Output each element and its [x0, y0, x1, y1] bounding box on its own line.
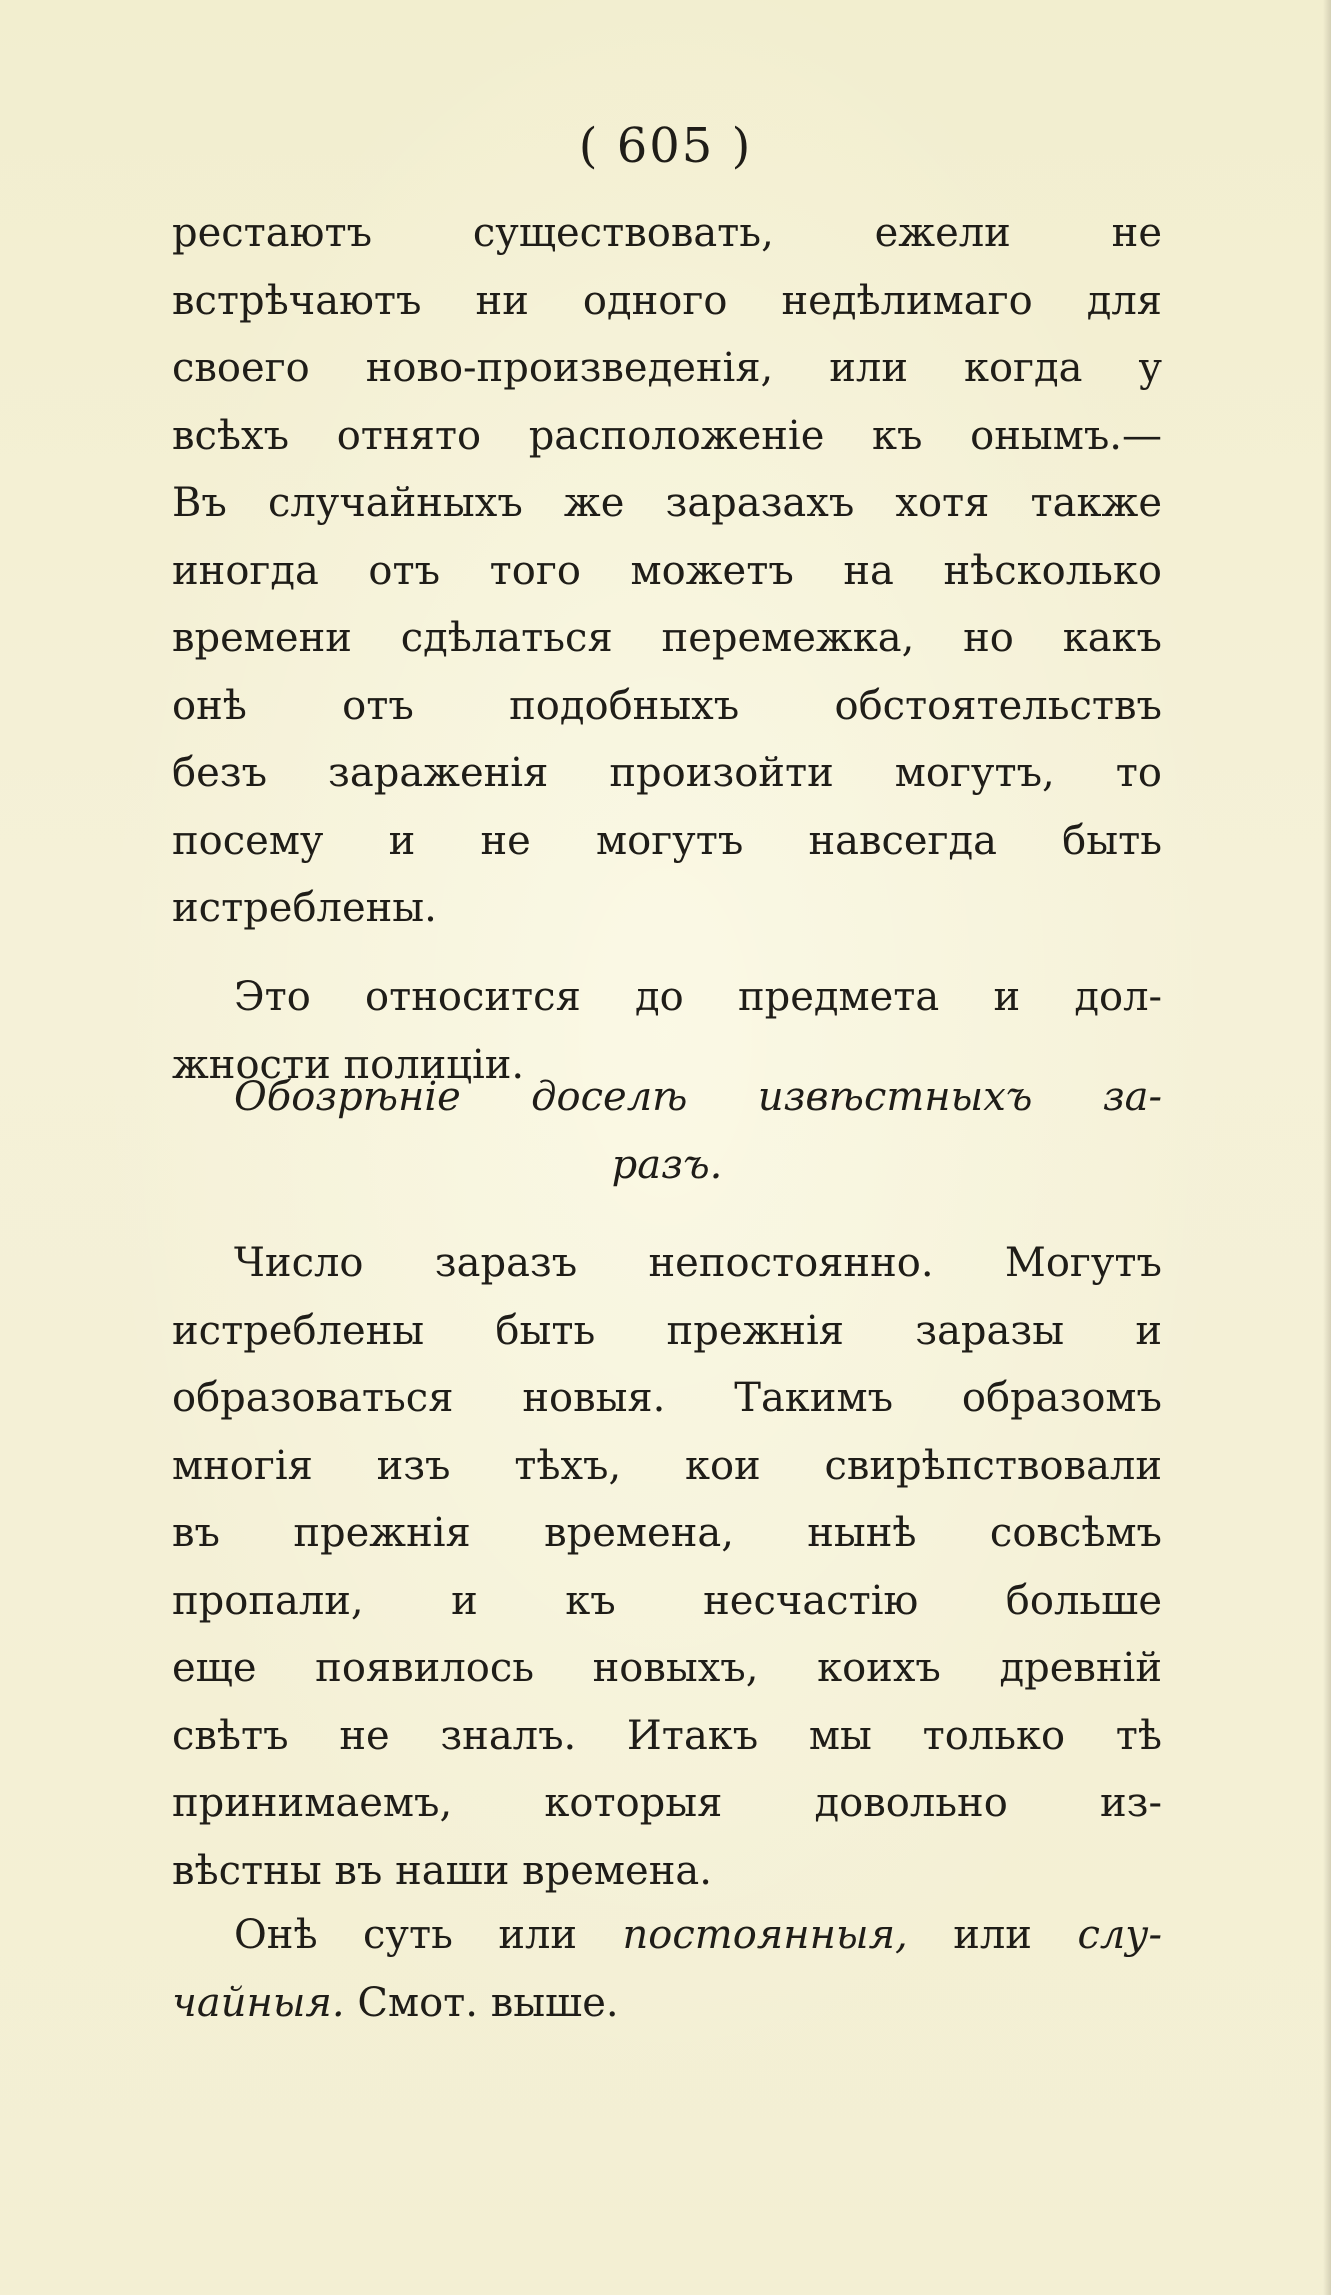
emphasis-permanent: постоянныя, — [622, 1912, 908, 1958]
text-line: безъ зараженія произойти могутъ, то — [172, 750, 1162, 796]
text-line: истреблены быть прежнія заразы и — [172, 1307, 1162, 1354]
text-line: Это относится до предмета и дол- — [234, 974, 1162, 1020]
text-line: въ прежнія времена, нынѣ совсѣмъ — [172, 1510, 1162, 1556]
text-line: онѣ отъ подобныхъ обстоятельствъ — [172, 682, 1162, 729]
text-line: Число заразъ непостоянно. Могутъ — [234, 1240, 1162, 1286]
text-line: многія изъ тѣхъ, кои свирѣпствовали — [172, 1442, 1162, 1489]
page-edge-shadow — [1323, 0, 1331, 2295]
text-line: рестаютъ существовать, ежели не — [172, 210, 1162, 256]
paragraph-types — [172, 1902, 1162, 2037]
paragraph-contagions — [172, 1230, 1162, 1905]
text-run: Онѣ суть или — [234, 1912, 578, 1958]
text-line: времени сдѣлаться перемежка, но какъ — [172, 615, 1162, 661]
text-line: своего ново-произведенія, или когда у — [172, 345, 1162, 391]
text-line: всѣхъ отнято расположеніе къ онымъ.— — [172, 412, 1162, 459]
text-run: или — [953, 1912, 1032, 1958]
heading-line: разъ. — [611, 1141, 723, 1188]
heading-line: Обозрѣніе доселѣ извѣстныхъ за- — [234, 1074, 1162, 1120]
text-line: образоваться новыя. Такимъ образомъ — [172, 1375, 1162, 1421]
text-line: пропали, и къ несчастію больше — [172, 1577, 1162, 1624]
text-run: Смот. выше. — [357, 1979, 619, 2026]
text-line: иногда отъ того можетъ на нѣсколько — [172, 547, 1162, 594]
text-line: свѣтъ не зналъ. Итакъ мы только тѣ — [172, 1712, 1162, 1759]
text-line: истреблены. — [172, 885, 437, 931]
emphasis-random-cont: чайныя. — [172, 1979, 345, 2026]
text-line: встрѣчаютъ ни одного недѣлимаго для — [172, 277, 1162, 324]
text-line: жности полиціи. — [172, 1041, 525, 1088]
text-line — [172, 1970, 1162, 2038]
paragraph-continuation — [172, 200, 1162, 943]
text-line: принимаемъ, которыя довольно из- — [172, 1780, 1162, 1826]
page-number: ( 605 ) — [578, 118, 753, 174]
text-line: посему и не могутъ навсегда быть — [172, 817, 1162, 864]
emphasis-random: слу- — [1077, 1912, 1163, 1958]
section-heading — [172, 1064, 1162, 1199]
text-line: вѣстны въ наши времена. — [172, 1847, 712, 1894]
text-line: еще появилось новыхъ, коихъ древній — [172, 1645, 1162, 1691]
text-line: Въ случайныхъ же заразахъ хотя также — [172, 480, 1162, 526]
text-line — [172, 1902, 1162, 1970]
